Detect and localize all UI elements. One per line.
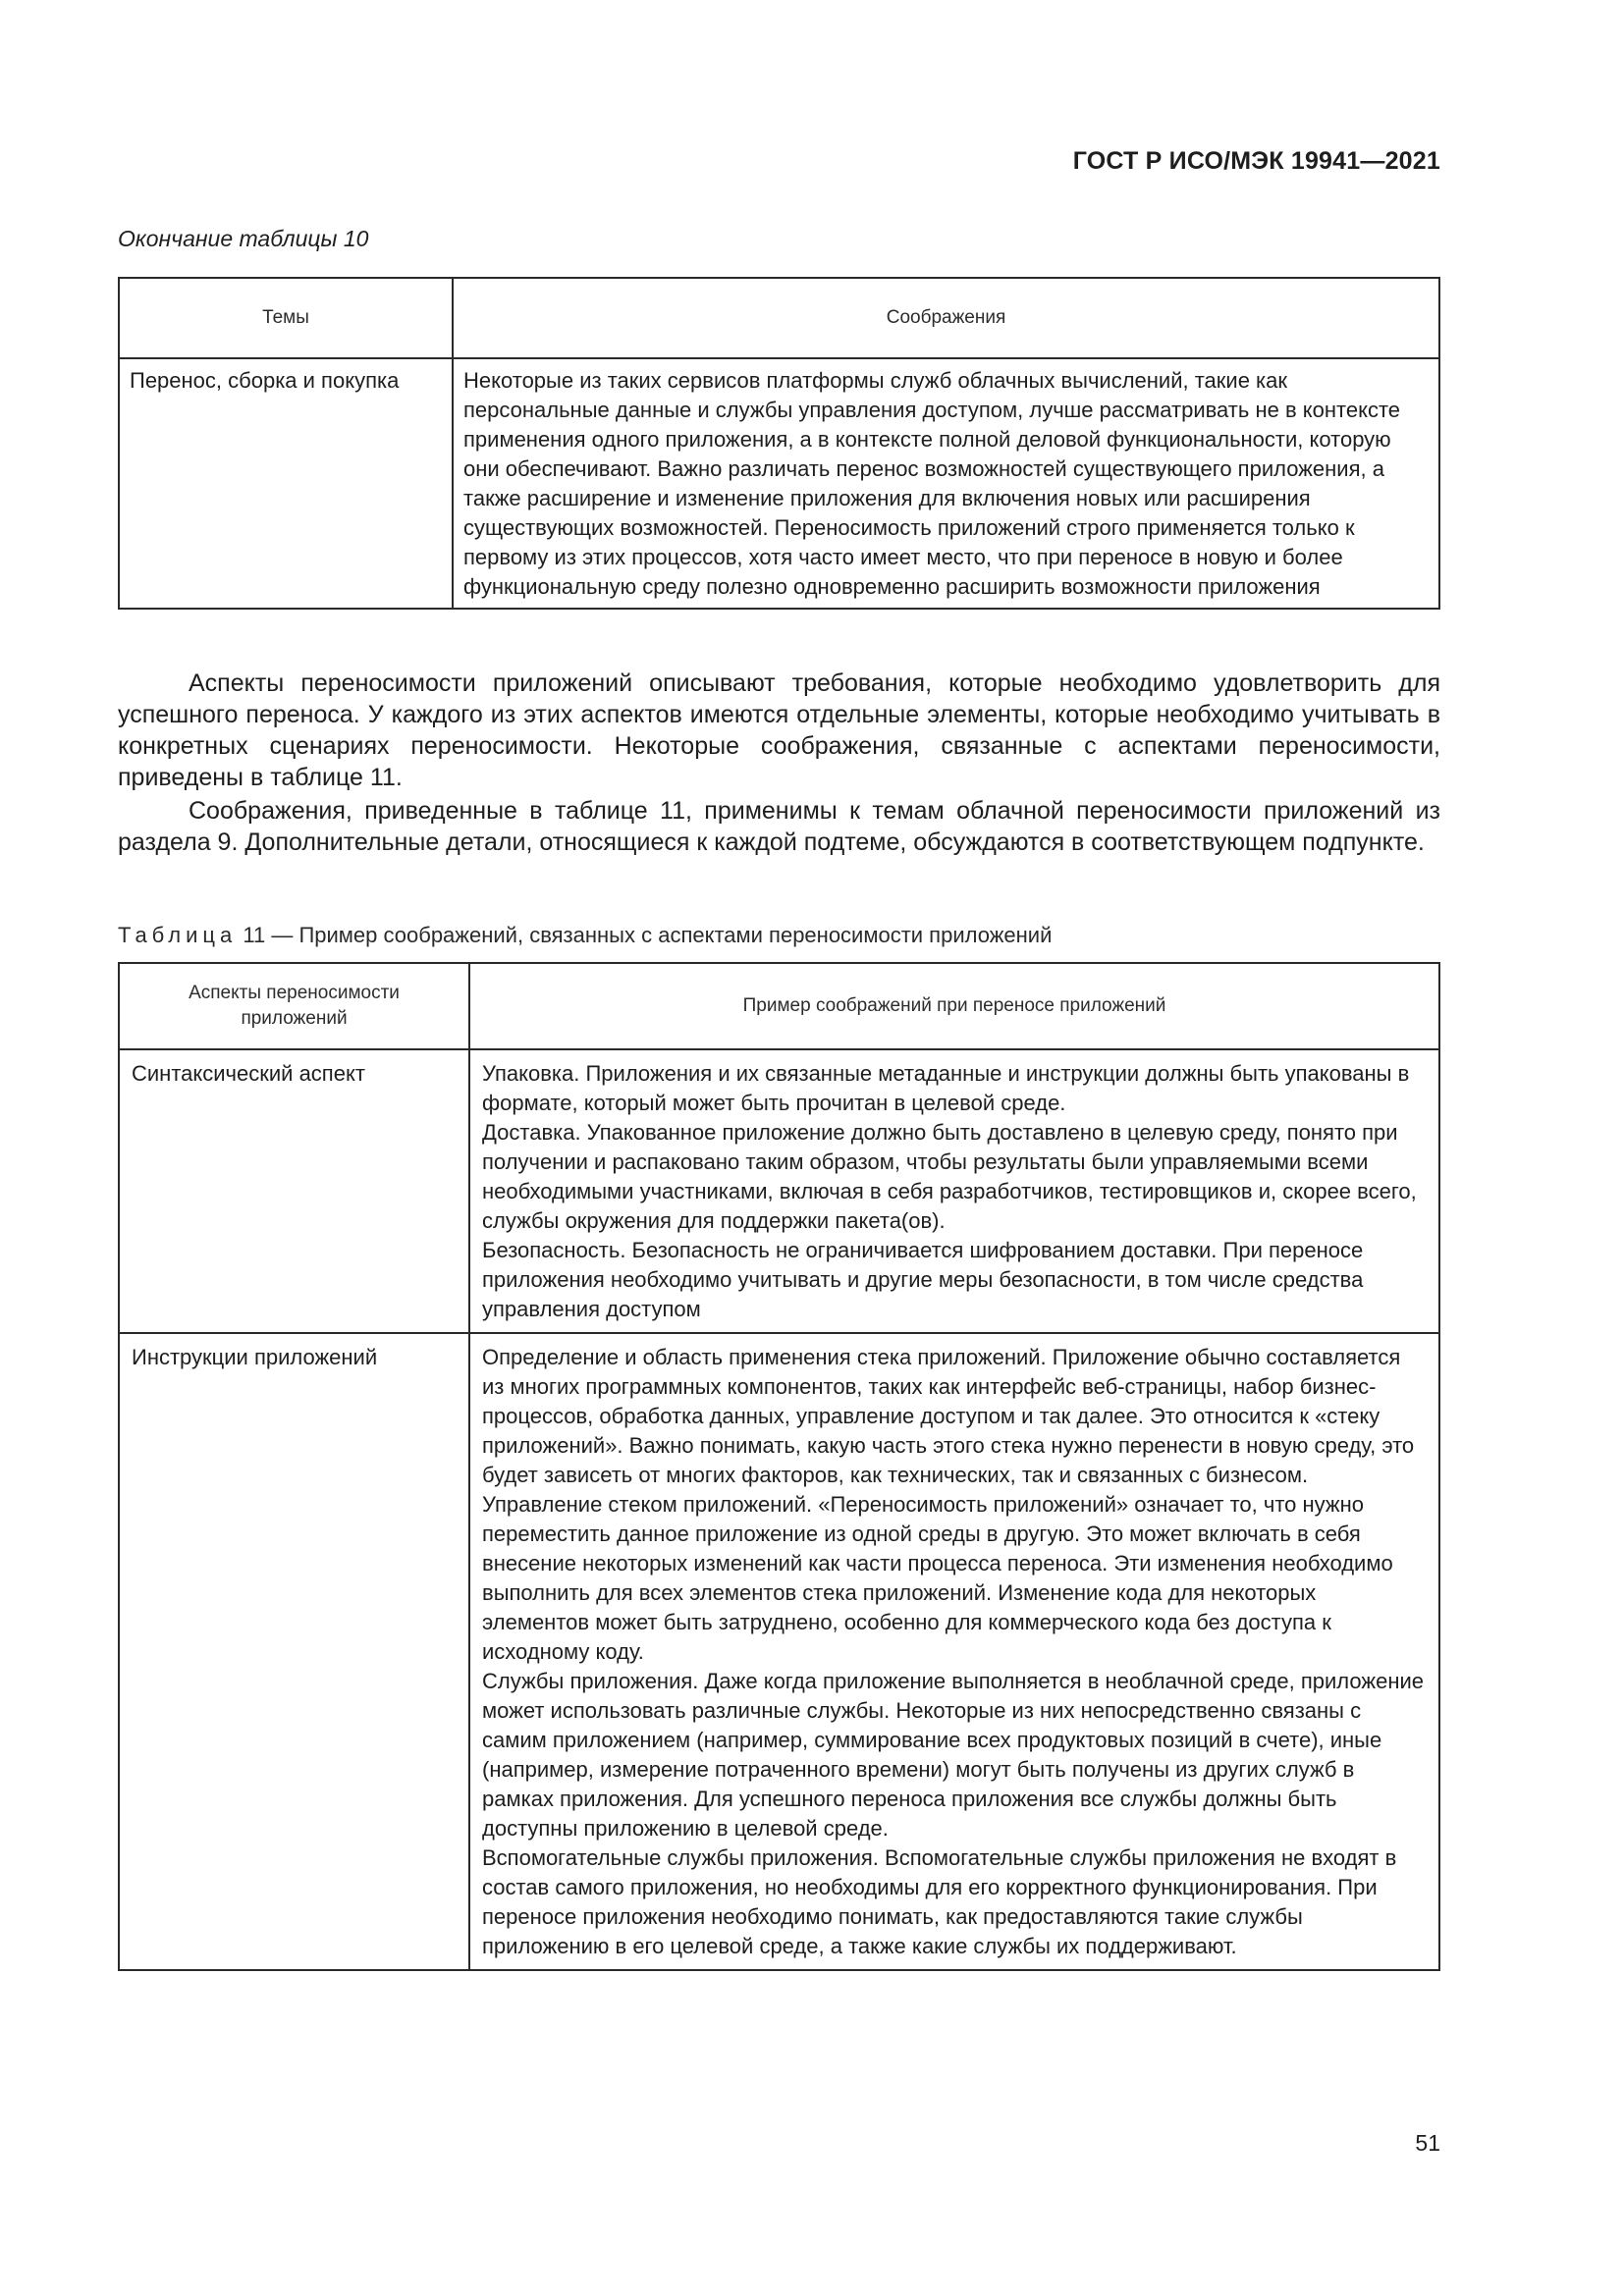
table10-topic-cell: Перенос, сборка и покупка [119, 358, 453, 609]
list-item: Определение и область применения стека приложений. Приложение обычно составляется из многих программных компонентов, таких как интерфейс веб-страницы, набор бизнес-процессов, обработка данных, управление доступом и так далее. Это относится к «стеку приложений». Важно понимать, какую часть этого стека нужно перенести в новую среду, это будет зависеть от многих факторов, как технических, так и связанных с бизнесом. [482, 1345, 1415, 1487]
table11-aspect-cell: Инструкции приложений [119, 1333, 469, 1970]
list-item: Упаковка. Приложения и их связанные метаданные и инструкции должны быть упакованы в формате, который может быть прочитан в целевой среде. [482, 1061, 1410, 1115]
page-number: 51 [1415, 2130, 1440, 2156]
table-row [119, 358, 1439, 609]
table11-caption [118, 923, 1052, 948]
list-item: Службы приложения. Даже когда приложение выполняется в необлачной среде, приложение может использовать различные службы. Некоторые из них непосредственно связаны с самим приложением (например, суммирование всех продуктовых позиций в счете), иные (например, измерение потраченного времени) могут быть получены из других служб в рамках приложения. Для успешного переноса приложения все службы должны быть доступны приложению в целевой среде. [482, 1669, 1424, 1841]
table-row [119, 1049, 1439, 1333]
paragraph: Соображения, приведенные в таблице 11, применимы к темам облачной переносимости приложений из раздела 9. Дополнительные детали, относящиеся к каждой подтеме, обсуждаются в соответствующем подпункте. [118, 797, 1440, 856]
list-item: Вспомогательные службы приложения. Вспомогательные службы приложения не входят в состав самого приложения, но необходимы для его корректного функционирования. При переносе приложения необходимо понимать, как предоставляются такие службы приложению в его целевой среде, а также какие службы их поддерживают. [482, 1845, 1397, 1958]
table11-aspect-cell: Синтаксический аспект [119, 1049, 469, 1333]
list-item: Доставка. Упакованное приложение должно быть доставлено в целевую среду, понято при получении и распаковано таким образом, чтобы результаты были управляемыми всеми необходимыми участниками, включая в себя разработчиков, тестировщиков и, скорее всего, службы окружения для поддержки пакета(ов). [482, 1120, 1417, 1233]
table11-col-examples: Пример соображений при переносе приложений [469, 963, 1439, 1049]
document-id-header: ГОСТ Р ИСО/МЭК 19941—2021 [1072, 147, 1440, 175]
table10-col-considerations: Соображения [453, 278, 1439, 358]
table11-examples-cell [469, 1049, 1439, 1333]
table11-col-aspects: Аспекты переносимости приложений [119, 963, 469, 1049]
document-page [118, 0, 1440, 2296]
table-row [119, 1333, 1439, 1970]
table-10 [118, 277, 1440, 610]
table10-header-row [119, 278, 1439, 358]
body-text [118, 667, 1440, 858]
table10-col-topics: Темы [119, 278, 453, 358]
table10-continuation-caption: Окончание таблицы 10 [118, 226, 369, 251]
list-item: Безопасность. Безопасность не ограничивается шифрованием доставки. При переносе приложения необходимо учитывать и другие меры безопасности, в том числе средства управления доступом [482, 1238, 1364, 1321]
table-11 [118, 962, 1440, 1971]
paragraph: Аспекты переносимости приложений описывают требования, которые необходимо удовлетворить для успешного переноса. У каждого из этих аспектов имеются отдельные элементы, которые необходимо учитывать в конкретных сценариях переносимости. Некоторые соображения, связанные с аспектами переносимости, приведены в таблице 11. [118, 669, 1440, 791]
table11-caption-label: Таблица [118, 923, 238, 947]
table11-examples-cell [469, 1333, 1439, 1970]
list-item: Управление стеком приложений. «Переносимость приложений» означает то, что нужно переместить данное приложение из одной среды в другую. Это может включать в себя внесение некоторых изменений как части процесса переноса. Эти изменения необходимо выполнить для всех элементов стека приложений. Изменение кода для некоторых элементов может быть затруднено, особенно для коммерческого кода без доступа к исходному коду. [482, 1492, 1393, 1664]
table11-caption-text: 11 — Пример соображений, связанных с аспектами переносимости приложений [243, 923, 1053, 947]
table10-considerations-cell: Некоторые из таких сервисов платформы служб облачных вычислений, такие как персональные данные и службы управления доступом, лучше рассматривать не в контексте применения одного приложения, а в контексте полной деловой функциональности, которую они обеспечивают. Важно различать перенос возможностей существующего приложения, а также расширение и изменение приложения для включения новых или расширения существующих возможностей. Переносимость приложений строго применяется только к первому из этих процессов, хотя часто имеет место, что при переносе в новую и более функциональную среду полезно одновременно расширить возможности приложения [453, 358, 1439, 609]
table11-header-row [119, 963, 1439, 1049]
